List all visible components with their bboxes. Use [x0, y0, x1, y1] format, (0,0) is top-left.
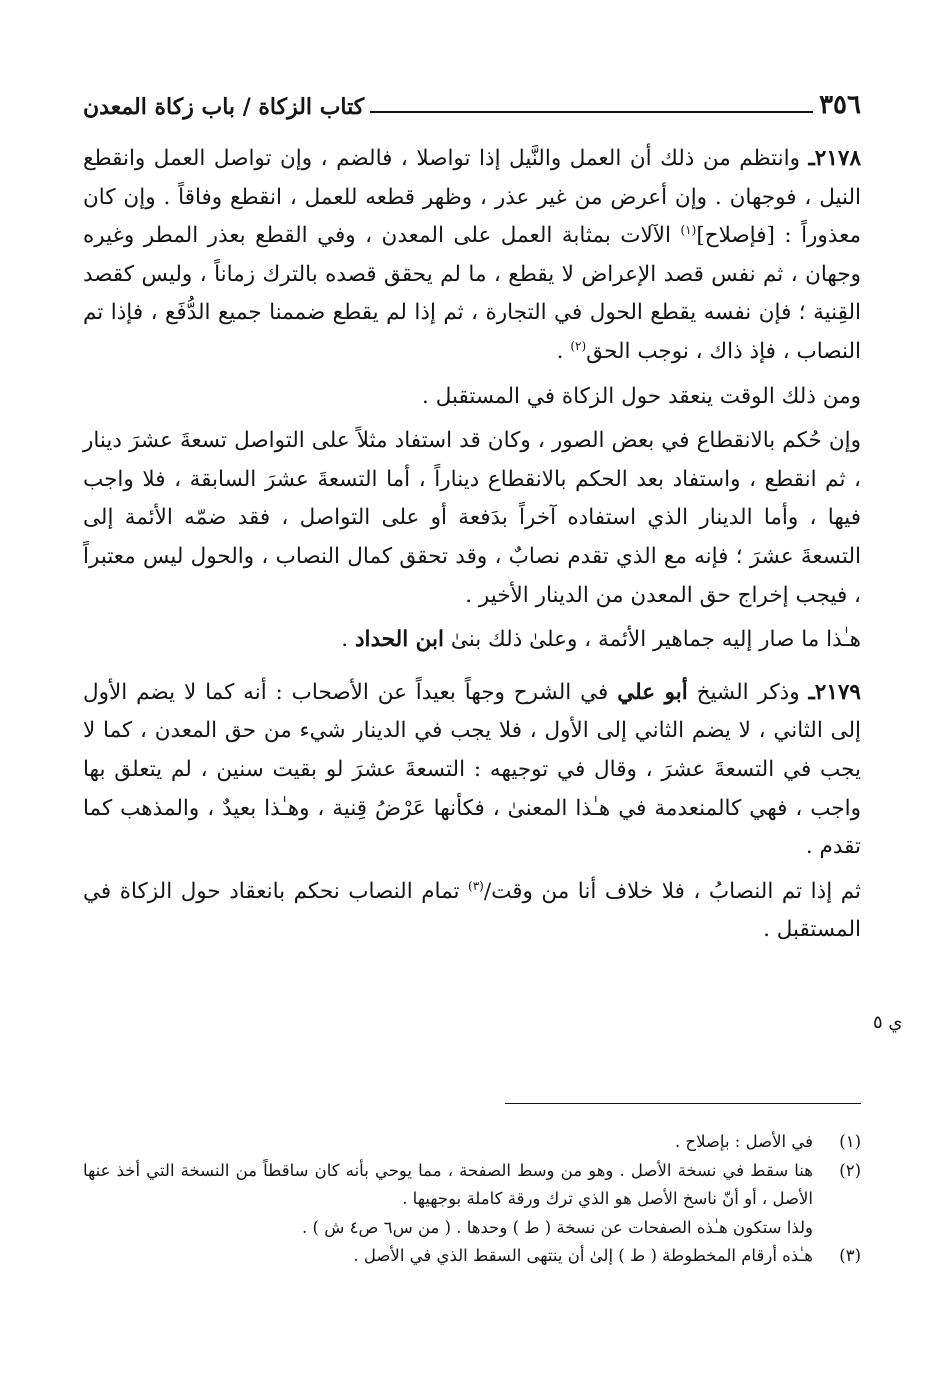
- footnote-text: [83, 1157, 813, 1243]
- paragraph-text: الآلات بمثابة العمل على المعدن ، وفي القطع بعذر المطر وغيره وجهان ، ثم نفس قصد الإعراض لا يقطع ، ما لم يحقق قصده بالترك زماناً ، وليس كقصد القِنية ؛ فإن نفسه يقطع الحول في التجارة ، ثم إذا لم يقطع ضممنا جميع الدُّفَع ، فإذا تم النصاب ، فإذ ذاك ، نوجب الحق: [83, 223, 861, 364]
- footnote-line: في الأصل : بإصلاح .: [674, 1132, 813, 1151]
- footnote-text: [83, 1242, 813, 1271]
- scholar-name: ابن الحداد: [354, 627, 444, 653]
- footnote-line: ولذا ستكون هـٰذه الصفحات عن نسخة ( ط ) وحدها . ( من س٦ ص٤ ش ) .: [302, 1217, 813, 1237]
- paragraph-number: ٢١٧٨ـ: [808, 146, 861, 171]
- paragraph-text: وذكر الشيخ: [687, 679, 809, 705]
- footnote-ref-1: (١): [680, 223, 697, 238]
- paragraph-2179: [83, 674, 861, 867]
- paragraph-text: وانتظم من ذلك أن العمل والنَّيل إذا تواصلا ، فالضم ، وإن تواصل العمل وانقطع النيل ، فوجهان . وإن أعرض من غير عذر ، وظهر قطعه للعمل ، انقطع وفاقاً . وإن كان معذوراً : [فإصلاح]: [83, 146, 861, 249]
- paragraph-text: تمام النصاب نحكم بانعقاد حول الزكاة في المستقبل .: [83, 878, 861, 943]
- scholar-name: أبو علي: [617, 679, 688, 705]
- paragraph: [83, 621, 861, 660]
- paragraph-text: في الشرح وجهاً بعيداً عن الأصحاب : أنه كما لا يضم الأول إلى الثاني ، لا يضم الثاني إلى الأول ، فلا يجب في الدينار شيء من حق المعدن ، كما لا يجب في التسعةَ عشرَ ، وقال في توجيهه : التسعةَ عشرَ لو بقيت سنين ، لم يتعلق بها واجب ، فهي كالمنعدمة في هـٰذا المعنىٰ ، فكأنها عَرْضُ قِنية ، وهـٰذا بعيدٌ ، والمذهب كما تقدم .: [83, 679, 861, 860]
- paragraph: ومن ذلك الوقت ينعقد حول الزكاة في المستقبل .: [422, 383, 861, 409]
- footnote-ref-3: (٣): [468, 878, 484, 893]
- footnote: [83, 1157, 861, 1243]
- paragraph-text: هـٰذا ما صار إليه جماهير الأئمة ، وعلىٰ ذلك بنىٰ: [444, 627, 861, 653]
- running-title: كتاب الزكاة / باب زكاة المعدن: [83, 94, 365, 120]
- paragraph-2178: [83, 140, 861, 372]
- page-number: ٣٥٦: [819, 90, 861, 120]
- paragraph-text: .: [341, 627, 355, 653]
- footnotes: [83, 1128, 861, 1271]
- footnote-marker: (٢): [839, 1160, 861, 1180]
- paragraph-text: ثم إذا تم النصابُ ، فلا خلاف أنا من وقت/: [483, 878, 862, 904]
- paragraph-text: .: [556, 338, 571, 364]
- footnote-marker: (٣): [839, 1246, 861, 1265]
- footnote: [83, 1242, 861, 1271]
- paragraph: [83, 873, 861, 950]
- header-rule: [370, 111, 813, 113]
- running-header: [83, 78, 861, 118]
- main-text: [83, 140, 861, 950]
- footnote-text: [83, 1128, 813, 1157]
- paragraph: وإن حُكم بالانقطاع في بعض الصور ، وكان قد استفاد مثلاً على التواصل تسعةَ عشرَ دينار ، ثم انقطع ، واستفاد بعد الحكم بالانقطاع ديناراً ، أما التسعةَ عشرَ السابقة ، فلا واجب فيها ، وأما الدينار الذي استفاده آخراً بدَفعة أو على التواصل ، فقد ضمّه الأئمة إلى التسعةَ عشرَ ؛ فإنه مع الذي تقدم نصابٌ ، وقد تحقق كمال النصاب ، والحول ليس معتبراً ، فيجب إخراج حق المعدن من الدينار الأخير .: [83, 428, 861, 608]
- footnote-line: هـٰذه أرقام المخطوطة ( ط ) إلىٰ أن ينتهى السقط الذي في الأصل .: [353, 1246, 813, 1265]
- paragraph-number: ٢١٧٩ـ: [808, 679, 861, 705]
- footnote-rule: [505, 1103, 861, 1104]
- footnote-marker: (١): [839, 1132, 861, 1151]
- footnote: [83, 1128, 861, 1157]
- footnote-ref-2: (٢): [570, 338, 587, 353]
- footnote-line: هنا سقط في نسخة الأصل . وهو من وسط الصفحة ، مما يوحي بأنه كان ساقطاً من النسخة التي أخذ عنها الأصل ، أو أنّ ناسخ الأصل هو الذي ترك ورقة كاملة بوجهيها .: [83, 1160, 813, 1208]
- margin-manuscript-ref: ي ٥: [873, 1012, 903, 1033]
